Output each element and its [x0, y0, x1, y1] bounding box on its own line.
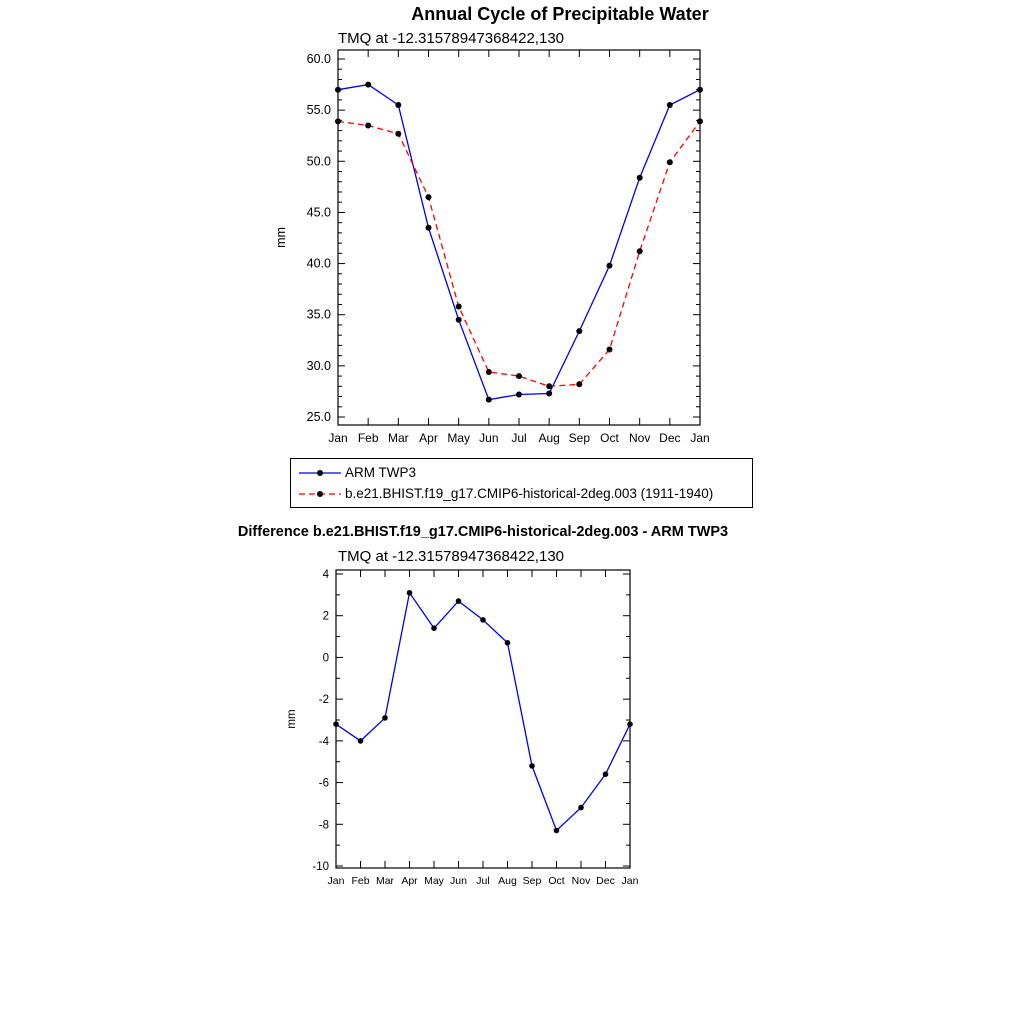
data-point-marker: [578, 805, 584, 811]
x-tick-label: Feb: [357, 431, 379, 445]
data-point-marker: [667, 102, 673, 108]
data-point-marker: [554, 828, 560, 834]
x-tick-label: Apr: [401, 875, 418, 887]
svg-text:-4: -4: [318, 735, 329, 748]
difference-chart: [270, 565, 670, 897]
data-point-marker: [546, 383, 552, 389]
data-point-marker: [667, 159, 673, 165]
svg-text:-10: -10: [312, 861, 329, 873]
data-point-marker: [529, 763, 535, 769]
data-point-marker: [516, 392, 522, 398]
data-point-marker: [456, 304, 462, 310]
y-axis-label: mm: [274, 227, 288, 248]
top-chart-subtitle: TMQ at -12.31578947368422,130: [338, 30, 565, 47]
x-tick-label: Oct: [600, 431, 619, 445]
legend-line-sample: [297, 466, 343, 480]
data-point-marker: [637, 248, 643, 254]
series-line: [336, 593, 630, 831]
svg-text:35.0: 35.0: [306, 307, 331, 322]
series-line: [338, 121, 700, 386]
legend-label: b.e21.BHIST.f19_g17.CMIP6-historical-2deg.003 (1911-1940): [345, 486, 714, 501]
legend-row: [297, 483, 746, 504]
x-tick-label: Oct: [548, 875, 565, 887]
data-point-marker: [607, 347, 613, 353]
data-point-marker: [431, 625, 437, 631]
data-point-marker: [333, 721, 339, 727]
data-point-marker: [365, 82, 371, 88]
data-point-marker: [576, 381, 582, 387]
svg-text:30.0: 30.0: [306, 358, 331, 373]
x-tick-label: May: [424, 875, 444, 887]
x-tick-label: Jan: [690, 431, 710, 445]
x-tick-label: Jul: [511, 431, 527, 445]
data-point-marker: [395, 102, 401, 108]
legend-label: ARM TWP3: [345, 465, 417, 480]
chart-legend: [290, 458, 753, 508]
svg-text:-8: -8: [318, 819, 329, 832]
svg-text:2: 2: [322, 610, 329, 623]
x-tick-label: May: [447, 431, 471, 445]
x-tick-label: Sep: [522, 875, 542, 887]
data-point-marker: [637, 175, 643, 181]
svg-text:-2: -2: [318, 694, 329, 707]
data-point-marker: [456, 317, 462, 323]
data-point-marker: [456, 598, 462, 604]
x-tick-label: Nov: [628, 431, 651, 445]
data-point-marker: [607, 263, 613, 269]
difference-chart-subtitle: TMQ at -12.31578947368422,130: [338, 548, 565, 565]
x-tick-label: Jan: [327, 875, 345, 887]
data-point-marker: [627, 721, 633, 727]
svg-text:-6: -6: [318, 777, 329, 790]
data-point-marker: [426, 194, 432, 200]
data-point-marker: [358, 738, 364, 744]
data-point-marker: [486, 369, 492, 375]
svg-text:60.0: 60.0: [306, 52, 331, 66]
top-chart-title: Annual Cycle of Precipitable Water: [411, 4, 709, 24]
x-tick-label: Nov: [571, 875, 591, 887]
x-tick-label: Aug: [538, 431, 560, 445]
x-tick-label: Dec: [659, 431, 681, 445]
x-tick-label: Mar: [387, 431, 409, 445]
x-tick-label: Aug: [498, 875, 517, 887]
x-tick-label: Jun: [450, 875, 467, 887]
legend-row: [297, 462, 746, 483]
annual-cycle-chart: [270, 45, 730, 450]
data-point-marker: [697, 118, 703, 124]
svg-text:50.0: 50.0: [306, 154, 331, 169]
x-tick-label: Dec: [596, 875, 615, 887]
data-point-marker: [546, 391, 552, 397]
data-point-marker: [697, 87, 703, 93]
svg-text:45.0: 45.0: [306, 205, 331, 220]
data-point-marker: [505, 640, 511, 646]
legend-line-sample: [297, 487, 343, 501]
svg-text:40.0: 40.0: [306, 256, 331, 271]
svg-text:55.0: 55.0: [306, 103, 331, 118]
data-point-marker: [516, 373, 522, 379]
data-point-marker: [486, 397, 492, 403]
data-point-marker: [426, 225, 432, 231]
difference-chart-title: Difference b.e21.BHIST.f19_g17.CMIP6-historical-2deg.003 - ARM TWP3: [237, 524, 729, 540]
svg-text:0: 0: [322, 652, 329, 665]
data-point-marker: [576, 328, 582, 334]
x-tick-label: Feb: [351, 875, 370, 887]
x-tick-label: Apr: [419, 431, 438, 445]
svg-text:25.0: 25.0: [306, 410, 331, 424]
data-point-marker: [335, 87, 341, 93]
svg-text:4: 4: [322, 569, 329, 581]
x-tick-label: Sep: [568, 431, 591, 445]
x-tick-label: Jun: [479, 431, 499, 445]
data-point-marker: [382, 715, 388, 721]
data-point-marker: [365, 123, 371, 129]
x-tick-label: Jan: [621, 875, 639, 887]
data-point-marker: [335, 118, 341, 124]
x-tick-label: Jan: [328, 431, 348, 445]
y-axis-label: mm: [286, 709, 298, 729]
x-tick-label: Mar: [375, 875, 395, 887]
data-point-marker: [603, 771, 609, 777]
data-point-marker: [407, 590, 413, 596]
data-point-marker: [395, 131, 401, 137]
x-tick-label: Jul: [476, 875, 490, 887]
data-point-marker: [480, 617, 486, 623]
